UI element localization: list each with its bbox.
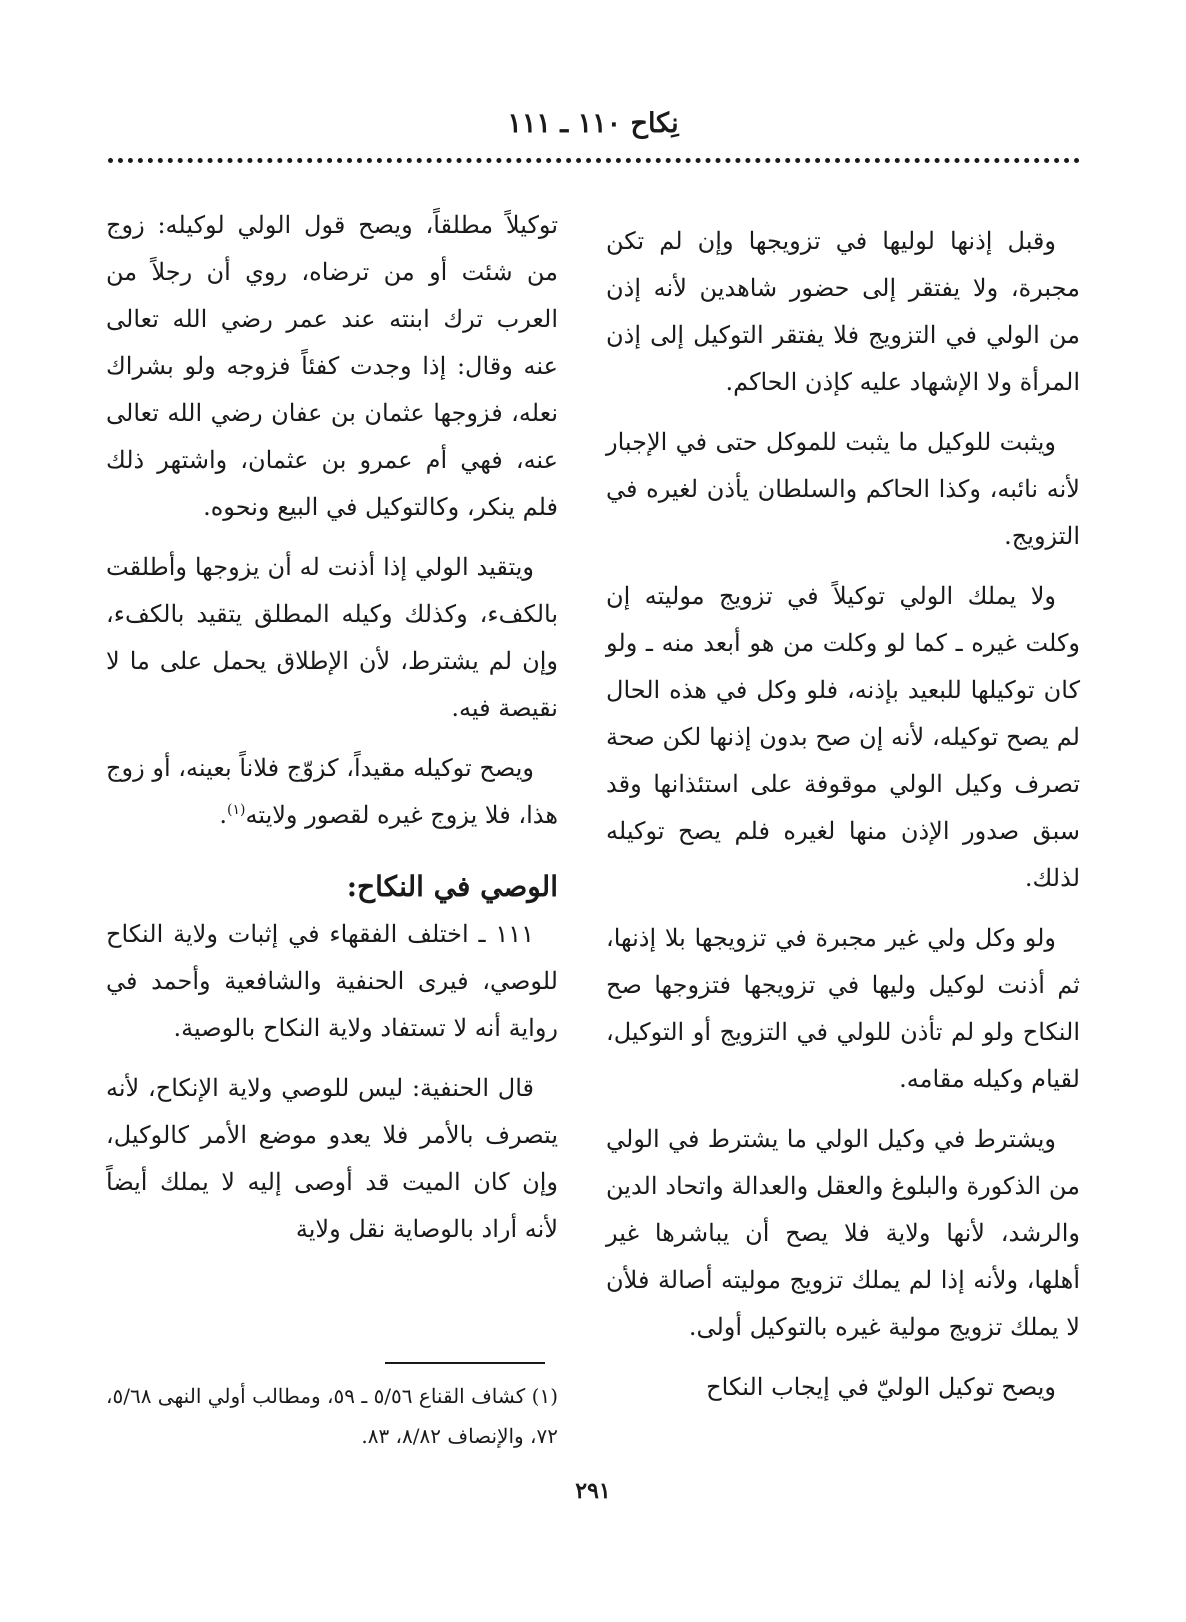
paragraph: ولو وكل ولي غير مجبرة في تزويجها بلا إذنها، ثم أذنت لوكيل وليها في تزويجها فتزوجها صح النكاح ولو لم تأذن للولي في التزويج أو التوكيل، لقيام وكيله مقامه. xyxy=(606,924,1080,1093)
right-column xyxy=(606,218,1080,1424)
paragraph: قال الحنفية: ليس للوصي ولاية الإنكاح، لأنه يتصرف بالأمر فلا يعدو موضع الأمر كالوكيل، وإن كان الميت قد أوصى إليه لا يملك أيضاً لأنه أراد بالوصاية نقل ولاية xyxy=(106,1074,558,1243)
left-column xyxy=(106,202,558,1266)
paragraph: ويصح توكيل الوليّ في إيجاب النكاح xyxy=(706,1373,1056,1401)
section-heading: الوصي في النكاح: xyxy=(346,870,558,903)
paragraph xyxy=(106,745,558,839)
footnote-separator xyxy=(385,1362,545,1364)
header-dotted-rule xyxy=(108,158,1080,163)
paragraph: ولا يملك الولي توكيلاً في تزويج موليته إن وكلت غيره ـ كما لو وكلت من هو أبعد منه ـ ولو كان توكيلها للبعيد بإذنه، فلو وكل في هذه الحال لم يصح توكيله، لأنه إن صح بدون إذنها لكن صحة تصرف وكيل الولي موقوفة على استئذانها وقد سبق صدور الإذن منها لغيره فلم يصح توكيله لذلك. xyxy=(606,582,1080,892)
footnote-reference[interactable]: (١) xyxy=(226,802,246,818)
paragraph-end: . xyxy=(219,801,227,829)
paragraph: وقبل إذنها لوليها في تزويجها وإن لم تكن مجبرة، ولا يفتقر إلى حضور شاهدين لأنه إذن من الولي في التزويج فلا يفتقر التوكيل إلى إذن المرأة ولا الإشهاد عليه كإذن الحاكم. xyxy=(606,227,1080,396)
paragraph: ١١١ ـ اختلف الفقهاء في إثبات ولاية النكاح للوصي، فيرى الحنفية والشافعية وأحمد في رواية أنه لا تستفاد ولاية النكاح بالوصية. xyxy=(106,920,558,1042)
paragraph: توكيلاً مطلقاً، ويصح قول الولي لوكيله: زوج من شئت أو من ترضاه، روي أن رجلاً من العرب ترك ابنته عند عمر رضي الله تعالى عنه وقال: إذا وجدت كفئاً فزوجه ولو بشراك نعله، فزوجها عثمان بن عفان رضي الله تعالى عنه، فهي أم عمرو بن عثمان، واشتهر ذلك فلم ينكر، وكالتوكيل في البيع ونحوه. xyxy=(106,211,558,521)
paragraph: ويشترط في وكيل الولي ما يشترط في الولي من الذكورة والبلوغ والعقل والعدالة واتحاد الدين والرشد، لأنها ولاية فلا يصح أن يباشرها غير أهلها، ولأنه إذا لم يملك تزويج موليته أصالة فلأن لا يملك تزويج مولية غيره بالتوكيل أولى. xyxy=(606,1125,1080,1341)
running-header: نِكاح ١١٠ ـ ١١١ xyxy=(507,108,679,139)
paragraph-text: ويصح توكيله مقيداً، كزوّج فلاناً بعينه، أو زوج هذا، فلا يزوج غيره لقصور ولايته xyxy=(106,754,558,829)
paragraph: ويثبت للوكيل ما يثبت للموكل حتى في الإجبار لأنه نائبه، وكذا الحاكم والسلطان يأذن لغيره في التزويج. xyxy=(606,428,1080,550)
page-number: ٢٩١ xyxy=(575,1478,611,1504)
footnote: (١) كشاف القناع ٥/٥٦ ـ ٥٩، ومطالب أولي النهى ٥/٦٨، ٧٢، والإنصاف ٨/٨٢، ٨٣. xyxy=(106,1384,558,1448)
paragraph: ويتقيد الولي إذا أذنت له أن يزوجها وأطلقت بالكفء، وكذلك وكيله المطلق يتقيد بالكفء، وإن لم يشترط، لأن الإطلاق يحمل على ما لا نقيصة فيه. xyxy=(106,553,558,722)
